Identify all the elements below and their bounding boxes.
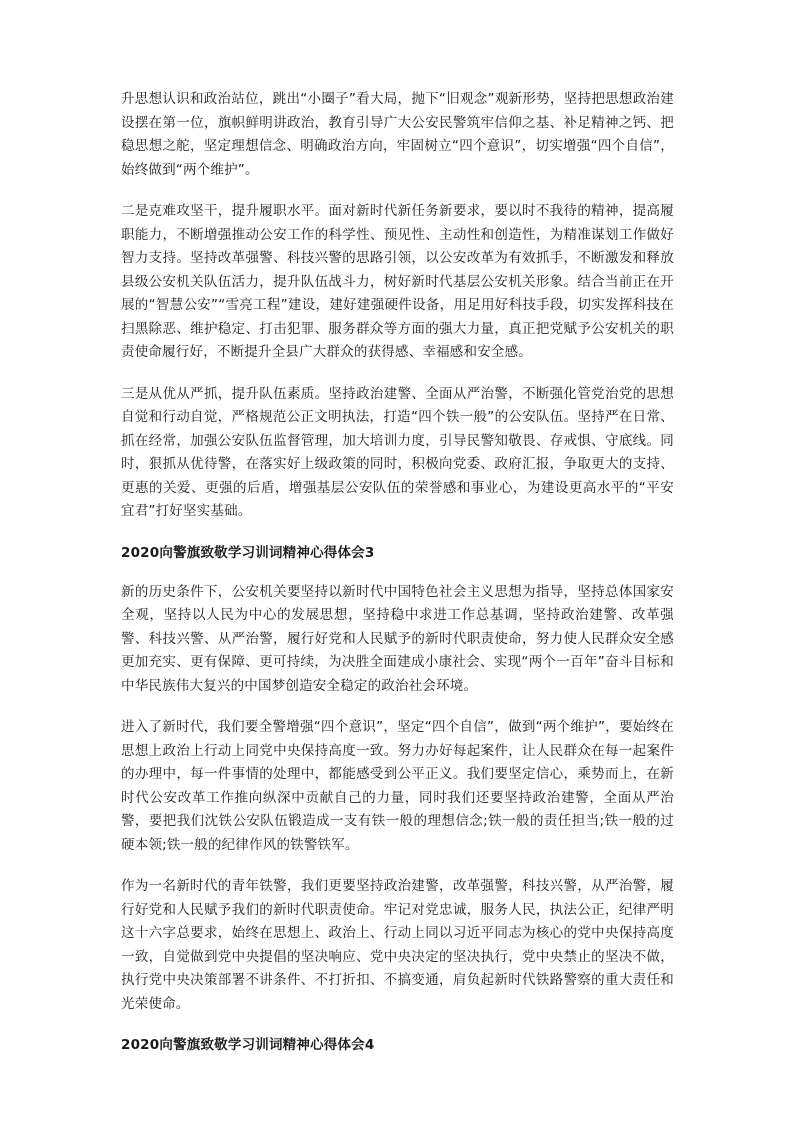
section-heading-3: 2020向警旗致敬学习训词精神心得体会3 [121, 544, 375, 561]
paragraph-new-era-guidance: 新的历史条件下，公安机关要坚持以新时代中国特色社会主义思想为指导，坚持总体国家安全观，坚持以人民为中心的发展思想，坚持稳中求进工作总基调，坚持政治建警、改革强警、科技兴警、从严治警，履行好党和人民赋予的新时代职责使命，努力使人民群众安全感更加充实、更有保障、更可持续，为决胜全面建成小康社会、实现“两个一百年”奋斗目标和中华民族伟大复兴的中国梦创造安全稳定的政治社会环境。 [121, 583, 674, 694]
paragraph-improve-capability: 二是克难攻坚干，提升履职水平。面对新时代新任务新要求，要以时不我待的精神，提高履职能力，不断增强推动公安工作的科学性、预见性、主动性和创造性，为精准谋划工作做好智力支持。坚持改革强警、科技兴警的思路引领，以公安改革为有效抓手，不断激发和释放县级公安机关队伍活力，提升队伍战斗力，树好新时代基层公安机关形象。结合当前正在开展的“智慧公安”“雪亮工程”建设，建好建强硬件设备，用足用好科技手段，切实发挥科技在扫黑除恶、维护稳定、打击犯罪、服务群众等方面的强大力量，真正把党赋予公安机关的职责使命履行好，不断提升全县广大群众的获得感、幸福感和安全感。 [121, 203, 674, 360]
paragraph-four-consciousness: 进入了新时代，我们要全警增强“四个意识”，坚定“四个自信”，做到“两个维护”，要始终在思想上政治上行动上同党中央保持高度一致。努力办好每起案件，让人民群众在每一起案件的办理中，每一件事情的处理中，都能感受到公平正义。我们要坚定信心，乘势而上，在新时代公安改革工作推向纵深中贡献自己的力量，同时我们还要坚持政治建警，全面从严治警，要把我们沈铁公安队伍锻造成一支有铁一般的理想信念;铁一般的责任担当;铁一般的过硬本领;铁一般的纪律作风的铁警铁军。 [121, 719, 674, 853]
document-page [121, 88, 674, 1073]
paragraph-political-stance: 升思想认识和政治站位，跳出“小圈子”看大局，抛下“旧观念”观新形势，坚持把思想政治建设摆在第一位，旗帜鲜明讲政治，教育引导广大公安民警筑牢信仰之基、补足精神之钙、把稳思想之舵，坚定理想信念、明确政治方向，牢固树立“四个意识”，切实增强“四个自信”，始终做到“两个维护”。 [121, 91, 674, 178]
paragraph-team-quality: 三是从优从严抓，提升队伍素质。坚持政治建警、全面从严治警，不断强化管党治党的思想自觉和行动自觉，严格规范公正文明执法，打造“四个铁一般”的公安队伍。坚持严在日常、抓在经常，加强公安队伍监督管理，加大培训力度，引导民警知敬畏、存戒惧、守底线。同时，狠抓从优待警，在落实好上级政策的同时，积极向党委、政府汇报，争取更大的支持、更惠的关爱、更强的后盾，增强基层公安队伍的荣誉感和事业心，为建设更高水平的“平安宜君”打好坚实基础。 [121, 385, 674, 519]
paragraph-young-railway-police: 作为一名新时代的青年铁警，我们更要坚持政治建警，改革强警，科技兴警，从严治警，履行好党和人民赋予我们的新时代职责使命。牢记对党忠诚，服务人民，执法公正，纪律严明这十六字总要求，始终在思想上、政治上、行动上同以习近平同志为核心的党中央保持高度一致，自觉做到党中央提倡的坚决响应、党中央决定的坚决执行，党中央禁止的坚决不做，执行党中央决策部署不讲条件、不打折扣、不搞变通，肩负起新时代铁路警察的重大责任和光荣使命。 [121, 878, 674, 1012]
section-heading-4: 2020向警旗致敬学习训词精神心得体会4 [121, 1037, 375, 1053]
